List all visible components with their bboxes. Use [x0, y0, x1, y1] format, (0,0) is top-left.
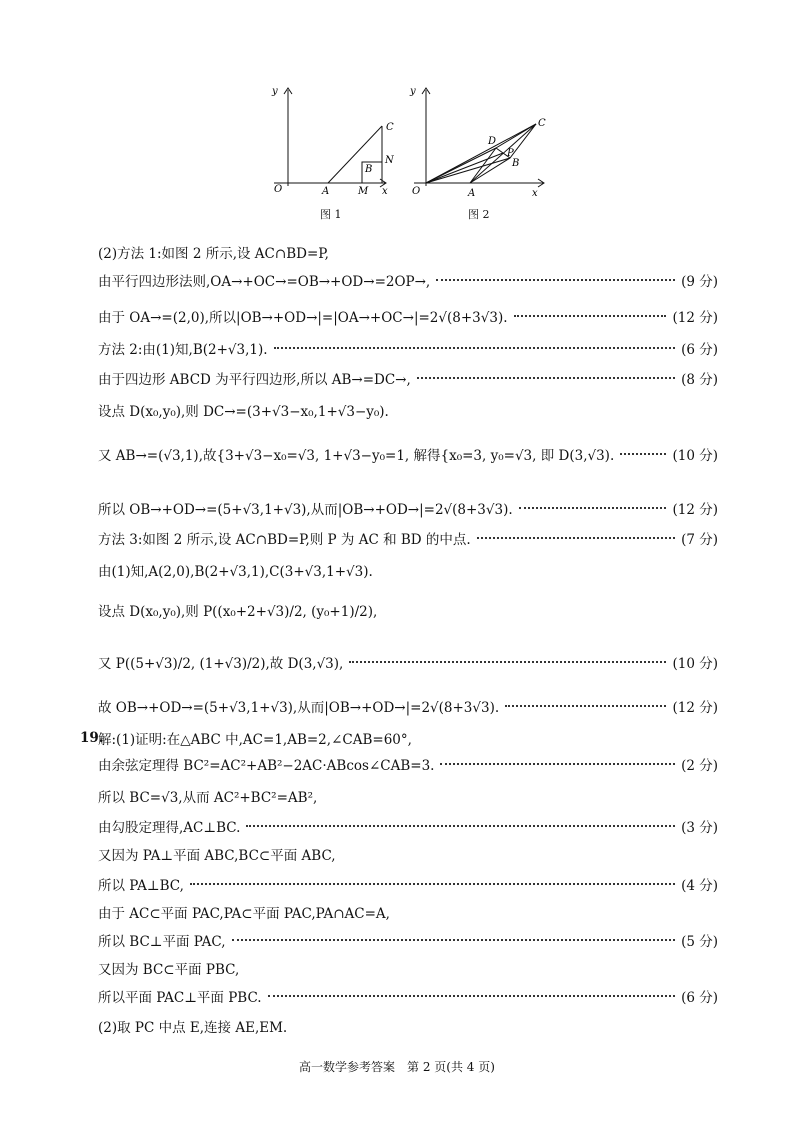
solution-line: 由余弦定理得 BC²=AC²+AB²−2AC·ABcos∠CAB=3. (2 分) [98, 758, 718, 774]
solution-line: 方法 2:由(1)知,B(2+√3,1). (6 分) [98, 342, 718, 358]
solution-line: 所以 OB→+OD→=(5+√3,1+√3),从而|OB→+OD→|=2√(8+3√3). (12 分) [98, 502, 718, 518]
fig2-line-op [426, 153, 503, 183]
solution-line: (2)方法 1:如图 2 所示,设 AC∩BD=P, [98, 246, 329, 262]
solution-line: 由于 OA→=(2,0),所以|OB→+OD→|=|OA→+OC→|=2√(8+3√3). (12 分) [98, 310, 718, 326]
solution-line: 又 AB→=(√3,1),故{3+√3−x₀=√3, 1+√3−y₀=1, 解得{x₀=3, y₀=√3, 即 D(3,√3). (10 分) [98, 448, 718, 464]
solution-line: 由于四边形 ABCD 为平行四边形,所以 AB→=DC→, (8 分) [98, 372, 718, 388]
fig1-label-m: M [358, 186, 369, 197]
solution-line: 方法 3:如图 2 所示,设 AC∩BD=P,则 P 为 AC 和 BD 的中点. (7 分) [98, 532, 718, 548]
figure-1 [264, 82, 396, 224]
fig1-label-a: A [322, 186, 330, 197]
fig1-label-x: x [382, 186, 388, 197]
fig2-label-a: A [468, 188, 476, 199]
fig2-label-c: C [538, 118, 546, 129]
fig1-label-b: B [365, 164, 373, 175]
fig2-label-y: y [410, 86, 416, 97]
fig2-label-x: x [532, 188, 538, 199]
solution-line: 解:(1)证明:在△ABC 中,AC=1,AB=2,∠CAB=60°, [98, 732, 412, 748]
solution-line: 所以平面 PAC⊥平面 PBC. (6 分) [98, 990, 718, 1006]
fig1-caption: 图 1 [320, 208, 342, 221]
solution-line: 由平行四边形法则,OA→+OC→=OB→+OD→=2OP→, (9 分) [98, 274, 718, 290]
fig1-label-n: N [385, 155, 394, 166]
fig2-label-o: O [412, 186, 421, 197]
solution-line: 又因为 BC⊂平面 PBC, [98, 962, 240, 978]
figure-2 [406, 82, 556, 224]
fig1-label-y: y [272, 86, 278, 97]
solution-line: 又 P((5+√3)/2, (1+√3)/2),故 D(3,√3), (10 分) [98, 656, 718, 672]
solution-line: 所以 BC=√3,从而 AC²+BC²=AB², [98, 790, 318, 806]
solution-line: 故 OB→+OD→=(5+√3,1+√3),从而|OB→+OD→|=2√(8+3√3). (12 分) [98, 700, 718, 716]
fig1-label-o: O [274, 184, 283, 195]
solution-line: 由于 AC⊂平面 PAC,PA⊂平面 PAC,PA∩AC=A, [98, 906, 390, 922]
fig1-line-ac [328, 126, 382, 183]
fig2-label-p: P [507, 148, 514, 159]
solution-line: 由(1)知,A(2,0),B(2+√3,1),C(3+√3,1+√3). [98, 564, 373, 580]
fig2-caption: 图 2 [468, 208, 490, 221]
solution-line: 又因为 PA⊥平面 ABC,BC⊂平面 ABC, [98, 848, 336, 864]
solution-line: 所以 PA⊥BC, (4 分) [98, 878, 718, 894]
fig2-line-oc [426, 124, 536, 183]
fig2-label-b: B [512, 158, 520, 169]
solution-line: 由勾股定理得,AC⊥BC. (3 分) [98, 820, 718, 836]
question-number: 19. [80, 730, 104, 746]
page-footer: 高一数学参考答案 第 2 页(共 4 页) [299, 1060, 495, 1074]
solution-line: (2)取 PC 中点 E,连接 AE,EM. [98, 1020, 288, 1036]
solution-line: 设点 D(x₀,y₀),则 P((x₀+2+√3)/2, (y₀+1)/2), [98, 604, 378, 620]
fig2-label-d: D [488, 136, 497, 147]
fig1-label-c: C [386, 122, 394, 133]
solution-line: 所以 BC⊥平面 PAC, (5 分) [98, 934, 718, 950]
solution-line: 设点 D(x₀,y₀),则 DC→=(3+√3−x₀,1+√3−y₀). [98, 404, 389, 420]
